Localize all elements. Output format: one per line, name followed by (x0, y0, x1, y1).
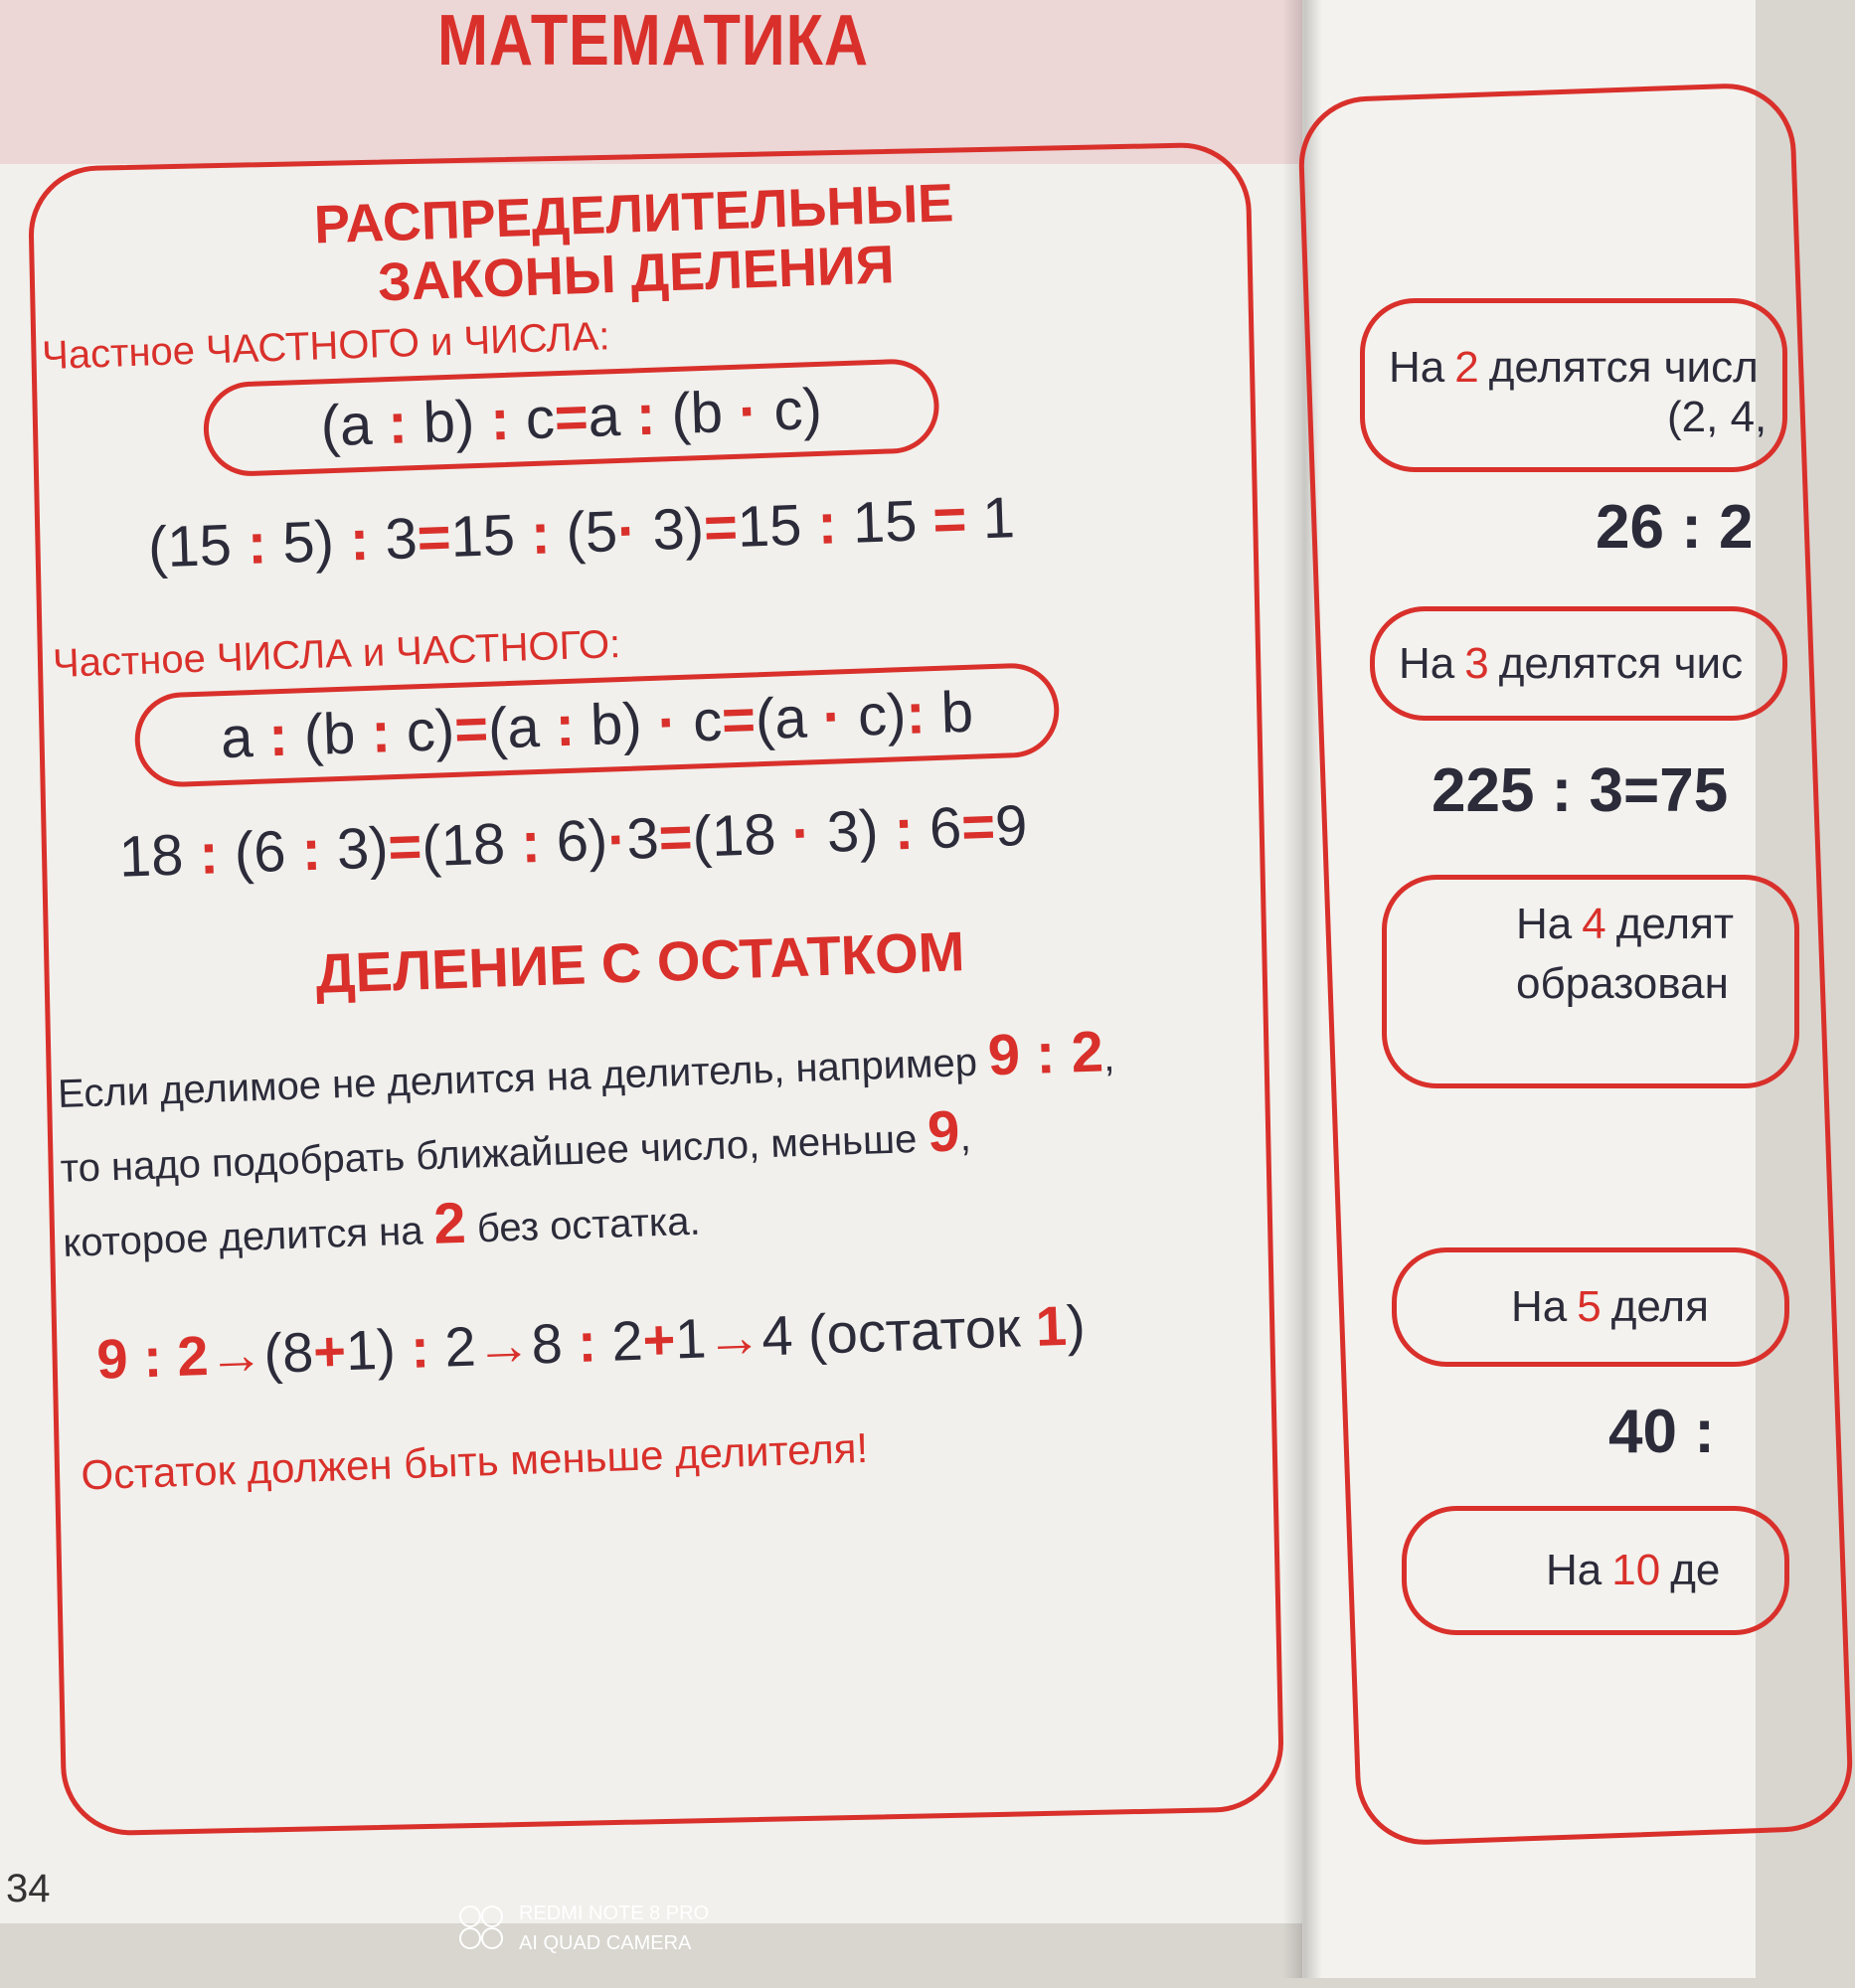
rule2-formula-token: · (821, 683, 860, 749)
remainder-token: 1 (1034, 1293, 1069, 1358)
rule1-formula (319, 376, 822, 460)
divisor-5: 5 (1577, 1282, 1602, 1331)
rule2-example-token: (18 (421, 810, 523, 880)
explanation-line3 (62, 1182, 702, 1270)
divisor-2: 2 (1454, 343, 1479, 392)
rule1-example-token: = (702, 494, 739, 562)
rule2-formula-token: c) (405, 697, 456, 764)
rule1-formula-box (202, 358, 940, 478)
label-text: делятся чис (1498, 638, 1744, 688)
remainder-warning: Остаток должен быть меньше делителя! (80, 1423, 869, 1499)
label-text: деля (1610, 1282, 1709, 1331)
rule1-formula-token: : (489, 387, 527, 453)
watermark-line1: REDMI NOTE 8 PRO (519, 1903, 710, 1924)
rule2-example-token: 9 (993, 792, 1029, 859)
section-title-line1: РАСПРЕДЕЛИТЕЛЬНЫЕ (312, 173, 955, 255)
rule2-formula-token: : (370, 699, 408, 765)
explanation-value2: 9 (926, 1098, 961, 1165)
label-text: делятся числ (1488, 343, 1759, 392)
rule2-example (118, 792, 1029, 891)
rule2-formula-token: : (554, 693, 592, 759)
rule2-example-token: : (198, 820, 237, 887)
watermark-line2: AI QUAD CAMERA (519, 1932, 692, 1954)
rule2-example-token: 3) (335, 815, 390, 883)
rule2-label: Частное ЧИСЛА и ЧАСТНОГО: (52, 622, 621, 686)
right-formula-3: 40 : (1608, 1398, 1715, 1466)
rule2-example-token: (6 (233, 818, 303, 886)
label-text: делят (1615, 900, 1735, 948)
divisibility-by-4-box (1382, 875, 1799, 1088)
rule1-example-token: 5) (281, 508, 352, 576)
divisibility-by-5-box (1392, 1247, 1789, 1367)
explanation-value3: 2 (432, 1190, 467, 1256)
rule2-formula-token: b (924, 679, 975, 746)
remainder-token: 4 (остаток (760, 1294, 1037, 1368)
rule2-formula (220, 679, 974, 771)
camera-logo-icon (459, 1905, 505, 1951)
rule1-example-token: 15 (851, 488, 934, 556)
right-formula-1: 26 : 2 (1596, 493, 1754, 562)
remainder-token: → (207, 1322, 265, 1387)
rule2-example-token: · (606, 806, 628, 873)
rule2-example-token: · (790, 799, 829, 867)
remainder-token: 1 (674, 1306, 708, 1371)
remainder-token: + (641, 1307, 677, 1372)
divisibility-by-3-box (1370, 606, 1787, 721)
rule2-formula-token: c) (856, 682, 908, 748)
rule1-example-token: : (348, 507, 387, 574)
explanation-text3: которое делится на (62, 1209, 424, 1265)
rule1-formula-token: : (634, 382, 673, 448)
rule2-example-token: 6) (555, 807, 609, 875)
remainder-token: → (474, 1312, 533, 1378)
remainder-token: : (126, 1325, 179, 1390)
section-title-line2: ЗАКОНЫ ДЕЛЕНИЯ (376, 235, 896, 313)
rule1-example-token: (5 (565, 499, 619, 566)
rule1-example-token: = (931, 486, 968, 553)
rule2-formula-token: : (267, 703, 305, 769)
explanation-text1: Если делимое не делится на делитель, например (57, 1040, 978, 1117)
divisibility-2-line2: (2, 4, (1667, 393, 1768, 441)
rule2-example-token: : (893, 796, 931, 863)
remainder-token: 2 (610, 1308, 644, 1373)
rule2-example-token: = (387, 814, 423, 881)
rule1-formula-token: c) (772, 376, 823, 443)
divisor-10: 10 (1611, 1546, 1661, 1594)
label-na: На (1546, 1546, 1602, 1594)
remainder-token: (8 (262, 1320, 315, 1385)
rule1-formula-token: : (387, 390, 424, 457)
remainder-example (95, 1292, 1086, 1392)
rule1-example-token: 3 (384, 506, 419, 573)
remainder-token: ) (1065, 1293, 1087, 1357)
rule2-example-token: (18 (691, 801, 793, 870)
explanation-end2: , (958, 1115, 972, 1160)
page-number: 34 (6, 1867, 51, 1910)
rule2-formula-token: : (905, 681, 927, 747)
divisibility-4-line2: образован (1516, 959, 1729, 1008)
rule2-example-token: 18 (117, 821, 201, 890)
rule2-formula-token: (a (486, 694, 557, 761)
remainder-title: ДЕЛЕНИЕ С ОСТАТКОМ (314, 919, 966, 1005)
rule1-formula-token: (b (670, 379, 741, 447)
rule2-example-token: : (300, 817, 339, 884)
label-na: На (1399, 638, 1455, 688)
rule1-example-token: = (416, 504, 452, 572)
rule1-example-token: 1 (965, 485, 1016, 552)
rule2-example-token: 6 (928, 795, 963, 862)
explanation-text2: то надо подобрать ближайшее число, меньше (60, 1116, 919, 1192)
section-title (295, 172, 975, 315)
divisor-4: 4 (1582, 900, 1606, 948)
rule1-example-token: 15 (449, 502, 533, 570)
rule1-example-token: 3) (635, 496, 706, 564)
rule1-formula-token: a (587, 383, 638, 450)
camera-watermark (459, 1899, 709, 1958)
divisibility-by-2-box (1360, 298, 1787, 472)
rule1-formula-token: b) (422, 388, 492, 455)
rule1-example-token: (15 (146, 512, 250, 580)
rule1-formula-token: = (553, 385, 590, 451)
rule2-example-token: 3 (625, 805, 660, 872)
remainder-token: 2 (443, 1314, 477, 1379)
rule1-example-token: : (816, 490, 855, 558)
page-title: МАТЕМАТИКА (437, 1, 869, 81)
rule2-formula-token: (a (754, 685, 824, 752)
divisibility-by-10-box (1402, 1506, 1789, 1635)
remainder-token: 9 (95, 1326, 129, 1391)
remainder-token: 1) (344, 1316, 413, 1383)
rule2-formula-token: a (219, 704, 270, 771)
remainder-token: : (410, 1315, 446, 1380)
rule2-example-token: 3) (825, 797, 896, 865)
rule1-formula-token: (a (319, 392, 390, 459)
rule2-formula-box (133, 662, 1061, 788)
rule2-example-token: = (657, 804, 694, 871)
rule2-formula-token: c (691, 688, 724, 754)
rule2-example-token: = (960, 794, 997, 861)
label-na: На (1516, 900, 1573, 948)
divisibility-4-line1 (1516, 900, 1734, 949)
rule2-formula-token: b) (589, 690, 659, 758)
rule1-example-token: · (615, 498, 638, 565)
rule1-label: Частное ЧАСТНОГО и ЧИСЛА: (41, 314, 611, 379)
remainder-token: 8 (530, 1310, 580, 1376)
rule1-formula-token: c (524, 386, 556, 452)
rule2-formula-token: = (453, 696, 490, 762)
label-text: де (1670, 1546, 1721, 1594)
rule1-example-token: 15 (736, 492, 819, 560)
content-area (16, 143, 1296, 1845)
rule1-example-token: : (529, 500, 568, 568)
rule1-example (147, 484, 1016, 580)
label-na: На (1511, 1282, 1568, 1331)
explanation-end1: , (1102, 1035, 1115, 1080)
remainder-token: : (577, 1309, 613, 1374)
rule2-formula-token: (b (302, 700, 373, 768)
explanation-end3: без остатка. (476, 1199, 702, 1251)
divisibility-2-line1 (1389, 343, 1759, 393)
remainder-token: 2 (176, 1323, 210, 1389)
remainder-token: → (705, 1304, 763, 1370)
label-na: На (1389, 343, 1445, 392)
rule1-formula-token: · (737, 378, 775, 444)
divisor-3: 3 (1464, 638, 1489, 688)
rule1-example-token: : (246, 510, 284, 578)
rule2-formula-token: · (656, 689, 695, 755)
rule2-example-token: : (520, 809, 558, 876)
rule2-formula-token: = (720, 687, 758, 753)
explanation-value1: 9 : 2 (986, 1019, 1104, 1088)
remainder-token: + (312, 1319, 348, 1384)
right-formula-2: 225 : 3=75 (1432, 756, 1729, 825)
